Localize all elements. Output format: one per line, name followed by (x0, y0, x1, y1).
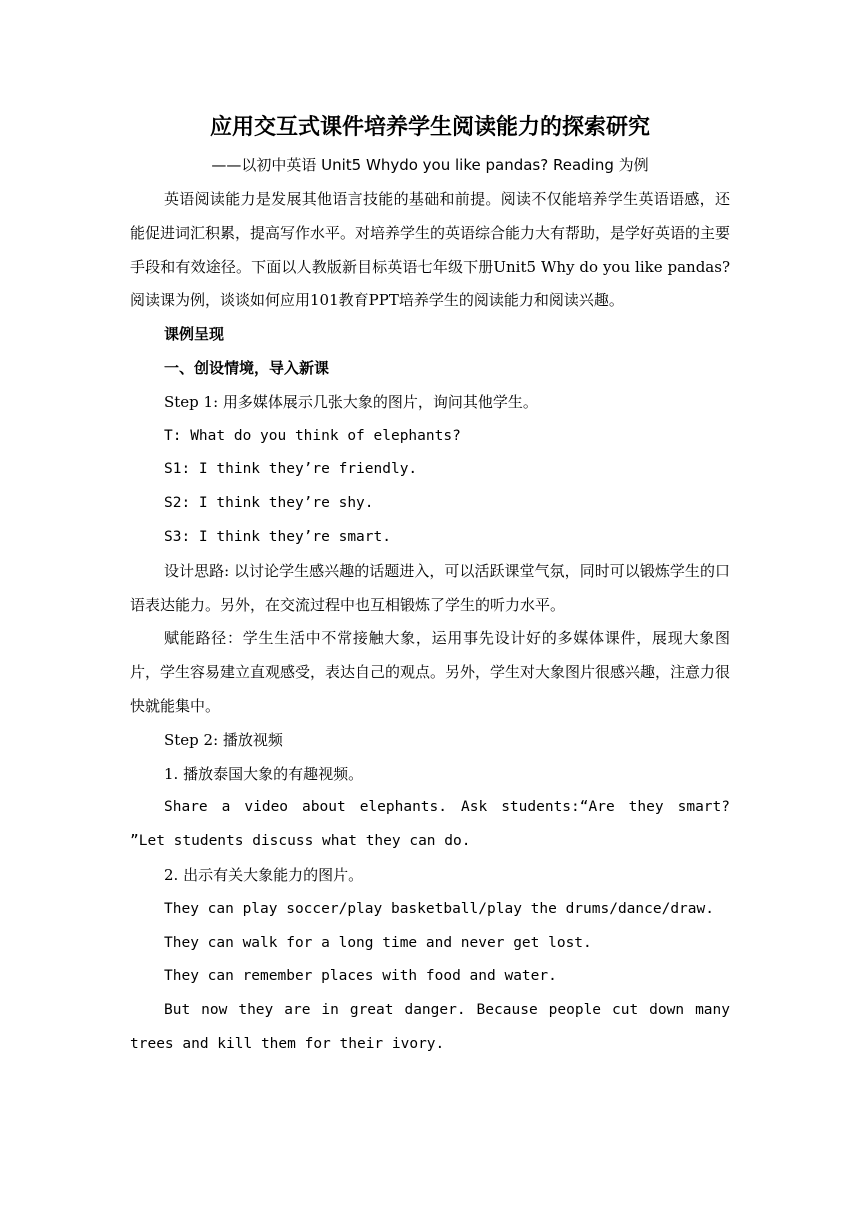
dialogue-line: S2: I think they’re shy. (164, 495, 374, 512)
empowerment-paragraph: 赋能路径：学生生活中不常接触大象，运用事先设计好的多媒体课件，展现大象图片，学生容易建立直观感受，表达自己的观点。另外，学生对大象图片很感兴趣，注意力很快就能集中。 (130, 629, 731, 715)
dialogue-line: S1: I think they’re friendly. (164, 461, 418, 478)
document-body (130, 183, 730, 1062)
english-paragraph: But now they are in great danger. Because people cut down many trees and kill them for their ivory. (130, 1002, 730, 1052)
document-title: 应用交互式课件培养学生阅读能力的探索研究 (209, 115, 650, 140)
english-line: They can remember places with food and water. (164, 968, 557, 985)
step1-line: Step 1: 用多媒体展示几张大象的图片，询问其他学生。 (164, 392, 538, 411)
step2-line: Step 2: 播放视频 (164, 730, 283, 749)
dialogue-line: T: What do you think of elephants? (164, 427, 461, 444)
dialogue-line: S3: I think they’re smart. (164, 528, 391, 545)
intro-paragraph: 英语阅读能力是发展其他语言技能的基础和前提。阅读不仅能培养学生英语语感，还能促进词汇积累，提高写作水平。对培养学生的英语综合能力大有帮助，是学好英语的主要手段和有效途径。下面以人教版新目标英语七年级下册Unit5 Why do you like pandas?阅读课为例，谈谈如何应用101教育PPT培养学生的阅读能力和阅读兴趣。 (130, 190, 731, 310)
document-subtitle: ——以初中英语 Unit5 Whydo you like pandas? Reading 为例 (211, 156, 649, 174)
list-item: 2. 出示有关大象能力的图片。 (164, 865, 364, 884)
list-item: 1. 播放泰国大象的有趣视频。 (164, 764, 364, 783)
english-line: They can play soccer/play basketball/play the drums/dance/draw. (164, 900, 714, 917)
english-paragraph: Share a video about elephants. Ask students:“Are they smart? ”Let students discuss what they can do. (130, 799, 730, 850)
design-idea-paragraph: 设计思路: 以讨论学生感兴趣的话题进入，可以活跃课堂气氛，同时可以锻炼学生的口语表达能力。另外，在交流过程中也互相锻炼了学生的听力水平。 (130, 561, 730, 614)
english-line: They can walk for a long time and never get lost. (164, 934, 592, 951)
section-heading-lesson: 课例呈现 (164, 325, 225, 344)
section-heading-step-one: 一、创设情境，导入新课 (164, 358, 330, 377)
